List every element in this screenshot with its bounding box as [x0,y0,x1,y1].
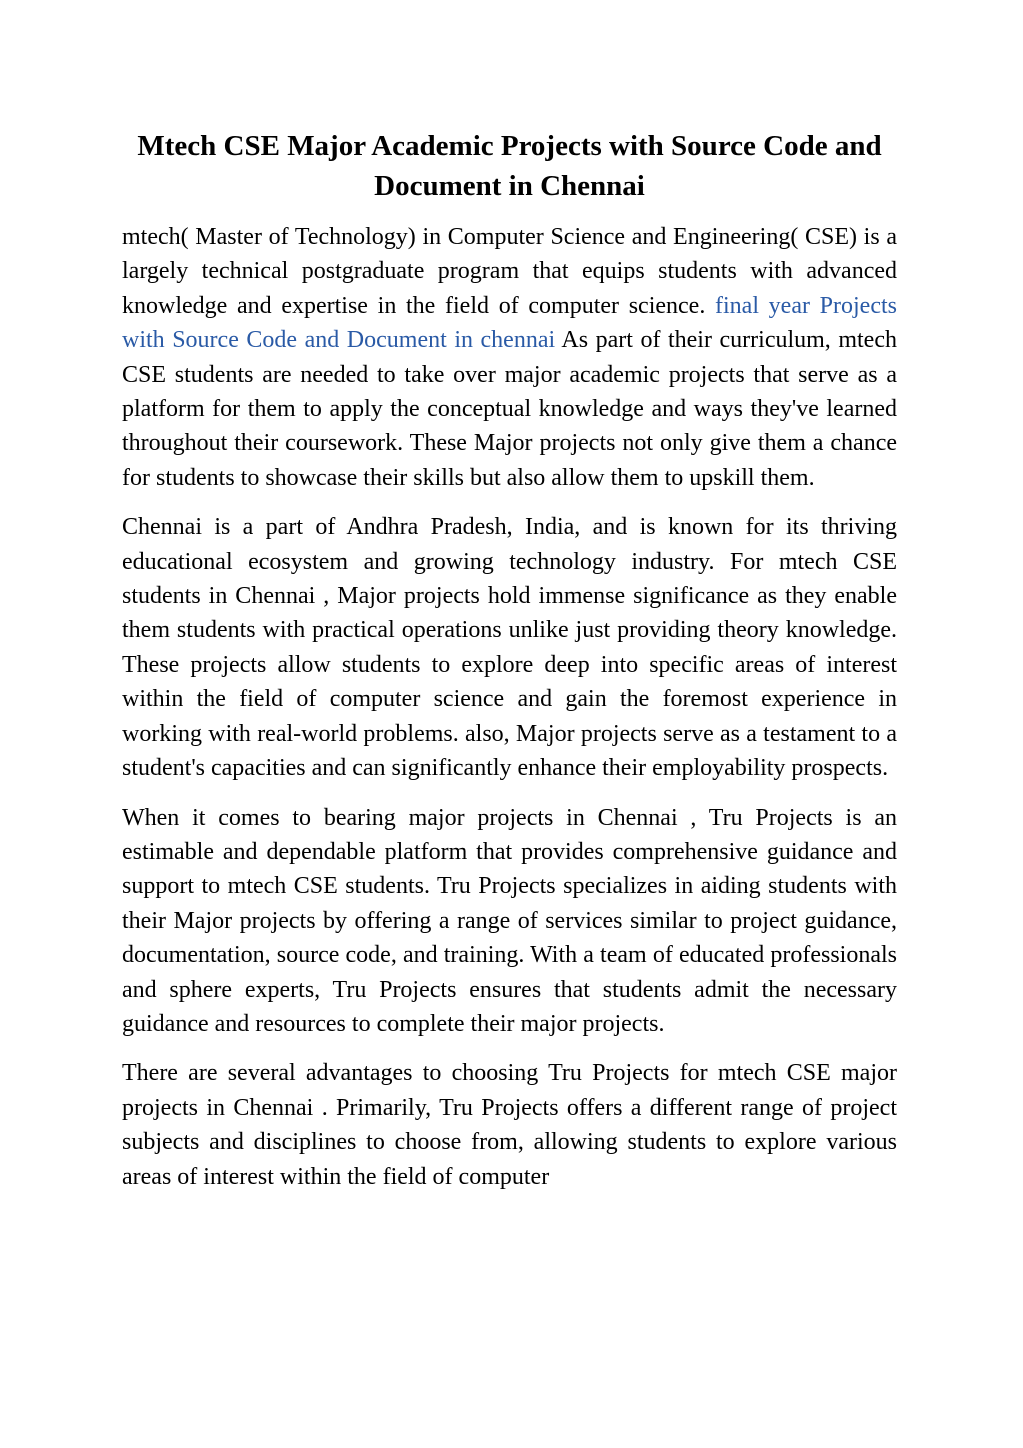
paragraph-1-text-before-link: mtech( Master of Technology) in Computer Science and Engineering( CSE) is a largely technical postgraduate program that equips students with advanced knowledge and expertise in the field of computer science. [122,224,897,319]
document-title: Mtech CSE Major Academic Projects with Source Code and Document in Chennai [137,130,882,202]
paragraph-1 [122,220,897,495]
paragraph-3: When it comes to bearing major projects in Chennai , Tru Projects is an estimable and dependable platform that provides comprehensive guidance and support to mtech CSE students. Tru Projects specializes in aiding students with their Major projects by offering a range of services similar to project guidance, documentation, source code, and training. With a team of educated professionals and sphere experts, Tru Projects ensures that students admit the necessary guidance and resources to complete their major projects. [122,804,897,1037]
paragraph-2: Chennai is a part of Andhra Pradesh, India, and is known for its thriving educational ecosystem and growing technology industry. For mtech CSE students in Chennai , Major projects hold immense significance as they enable them students with practical operations unlike just providing theory knowledge. These projects allow students to explore deep into specific areas of interest within the field of computer science and gain the foremost experience in working with real-world problems. also, Major projects serve as a testament to a student's capacities and can significantly enhance their employability prospects. [122,514,897,782]
final-year-projects-link[interactable]: final year Projects with Source Code and Document in chennai [122,292,897,354]
paragraph-1-text-after-link: As part of their curriculum, mtech CSE students are needed to take over major academic projects that serve as a platform for them to apply the conceptual knowledge and ways they've learned throughout their coursework. These Major projects not only give them a chance for students to showcase their skills but also allow them to upskill them. [122,327,897,491]
paragraph-4: There are several advantages to choosing Tru Projects for mtech CSE major projects in Chennai . Primarily, Tru Projects offers a different range of project subjects and disciplines to choose from, allowing students to explore various areas of interest within the field of computer [122,1060,897,1190]
